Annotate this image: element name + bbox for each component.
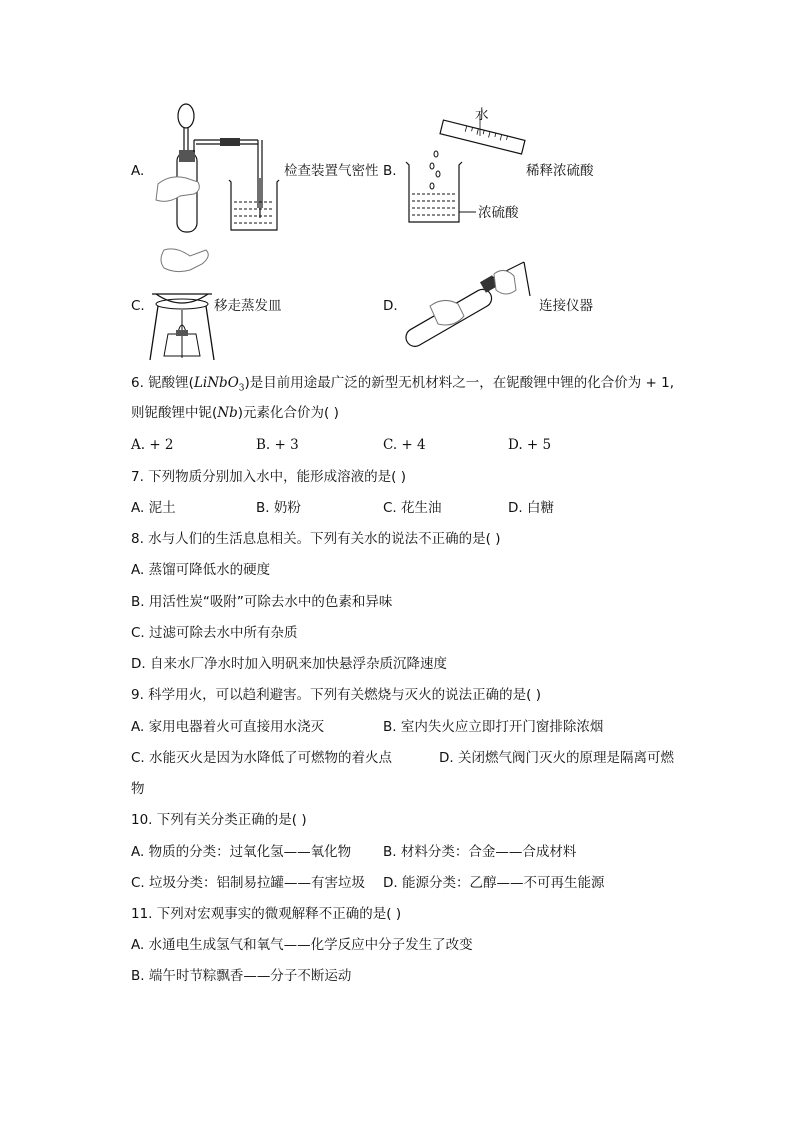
q9-stem: 9. 科学用火，可以趋利避害。下列有关燃烧与灭火的说法正确的是( ) — [131, 687, 541, 703]
q10-option-c: C. 垃圾分类：铝制易拉罐——有害垃圾 — [131, 875, 366, 891]
label-water: 水 — [475, 107, 489, 123]
q6-option-d: D. + 5 — [508, 437, 552, 453]
figure-remove-evaporating-dish — [146, 246, 216, 364]
option-d-letter: D. — [383, 298, 398, 314]
option-b-caption: 稀释浓硫酸 — [526, 163, 594, 179]
q9-option-a: A. 家用电器着火可直接用水浇灭 — [131, 719, 325, 735]
q7-option-b: B. 奶粉 — [256, 500, 301, 516]
q8-option-a: A. 蒸馏可降低水的硬度 — [131, 562, 271, 578]
q9-option-c: C. 水能灭火是因为水降低了可燃物的着火点 — [131, 750, 393, 766]
q11-option-b: B. 端午时节粽飘香——分子不断运动 — [131, 968, 352, 984]
q11-stem: 11. 下列对宏观事实的微观解释不正确的是( ) — [131, 906, 402, 922]
q6-stem-line1: 6. 铌酸锂(LiNbO$_3$)是目前用途最广泛的新型无机材料之一，在铌酸锂中锂的化合价为 + 1, — [131, 375, 675, 394]
q10-option-d: D. 能源分类：乙醇——不可再生能源 — [383, 875, 605, 891]
q8-option-b: B. 用活性炭“吸附”可除去水中的色素和异味 — [131, 594, 393, 610]
figure-connect-apparatus — [400, 256, 540, 352]
formula-linbo3: LiNbO — [193, 375, 239, 391]
option-a-caption: 检查装置气密性 — [284, 163, 379, 179]
option-c-caption: 移走蒸发皿 — [214, 298, 282, 314]
figure-beaker-a — [226, 178, 282, 234]
symbol-nb: Nb — [217, 405, 238, 421]
option-d-caption: 连接仪器 — [539, 298, 593, 314]
label-concentrated-acid: 浓硫酸 — [478, 205, 519, 221]
option-b-letter: B. — [383, 163, 397, 179]
option-c-letter: C. — [131, 298, 145, 314]
q8-option-c: C. 过滤可除去水中所有杂质 — [131, 625, 298, 641]
q10-stem: 10. 下列有关分类正确的是( ) — [131, 812, 307, 828]
q7-option-a: A. 泥土 — [131, 500, 176, 516]
q6-option-c: C. + 4 — [383, 437, 426, 453]
q6-option-a: A. + 2 — [131, 437, 174, 453]
q7-option-d: D. 白糖 — [508, 500, 554, 516]
q10-option-b: B. 材料分类：合金——合成材料 — [383, 844, 577, 860]
q7-stem: 7. 下列物质分别加入水中，能形成溶液的是( ) — [131, 469, 406, 485]
q6-stem-line2: 则铌酸锂中铌(Nb)元素化合价为( ) — [131, 405, 339, 421]
q9-option-d: D. 关闭燃气阀门灭火的原理是隔离可燃 — [439, 750, 674, 766]
q9-option-d-continued: 物 — [131, 781, 145, 797]
q10-option-a: A. 物质的分类：过氧化氢——氧化物 — [131, 844, 352, 860]
q11-option-a: A. 水通电生成氢气和氧气——化学反应中分子发生了改变 — [131, 937, 473, 953]
q8-option-d: D. 自来水厂净水时加入明矾来加快悬浮杂质沉降速度 — [131, 656, 447, 672]
q7-option-c: C. 花生油 — [383, 500, 442, 516]
q6-option-b: B. + 3 — [256, 437, 299, 453]
q9-option-b: B. 室内失火应立即打开门窗排除浓烟 — [383, 719, 604, 735]
q8-stem: 8. 水与人们的生活息息相关。下列有关水的说法不正确的是( ) — [131, 531, 501, 547]
option-a-letter: A. — [131, 163, 145, 179]
